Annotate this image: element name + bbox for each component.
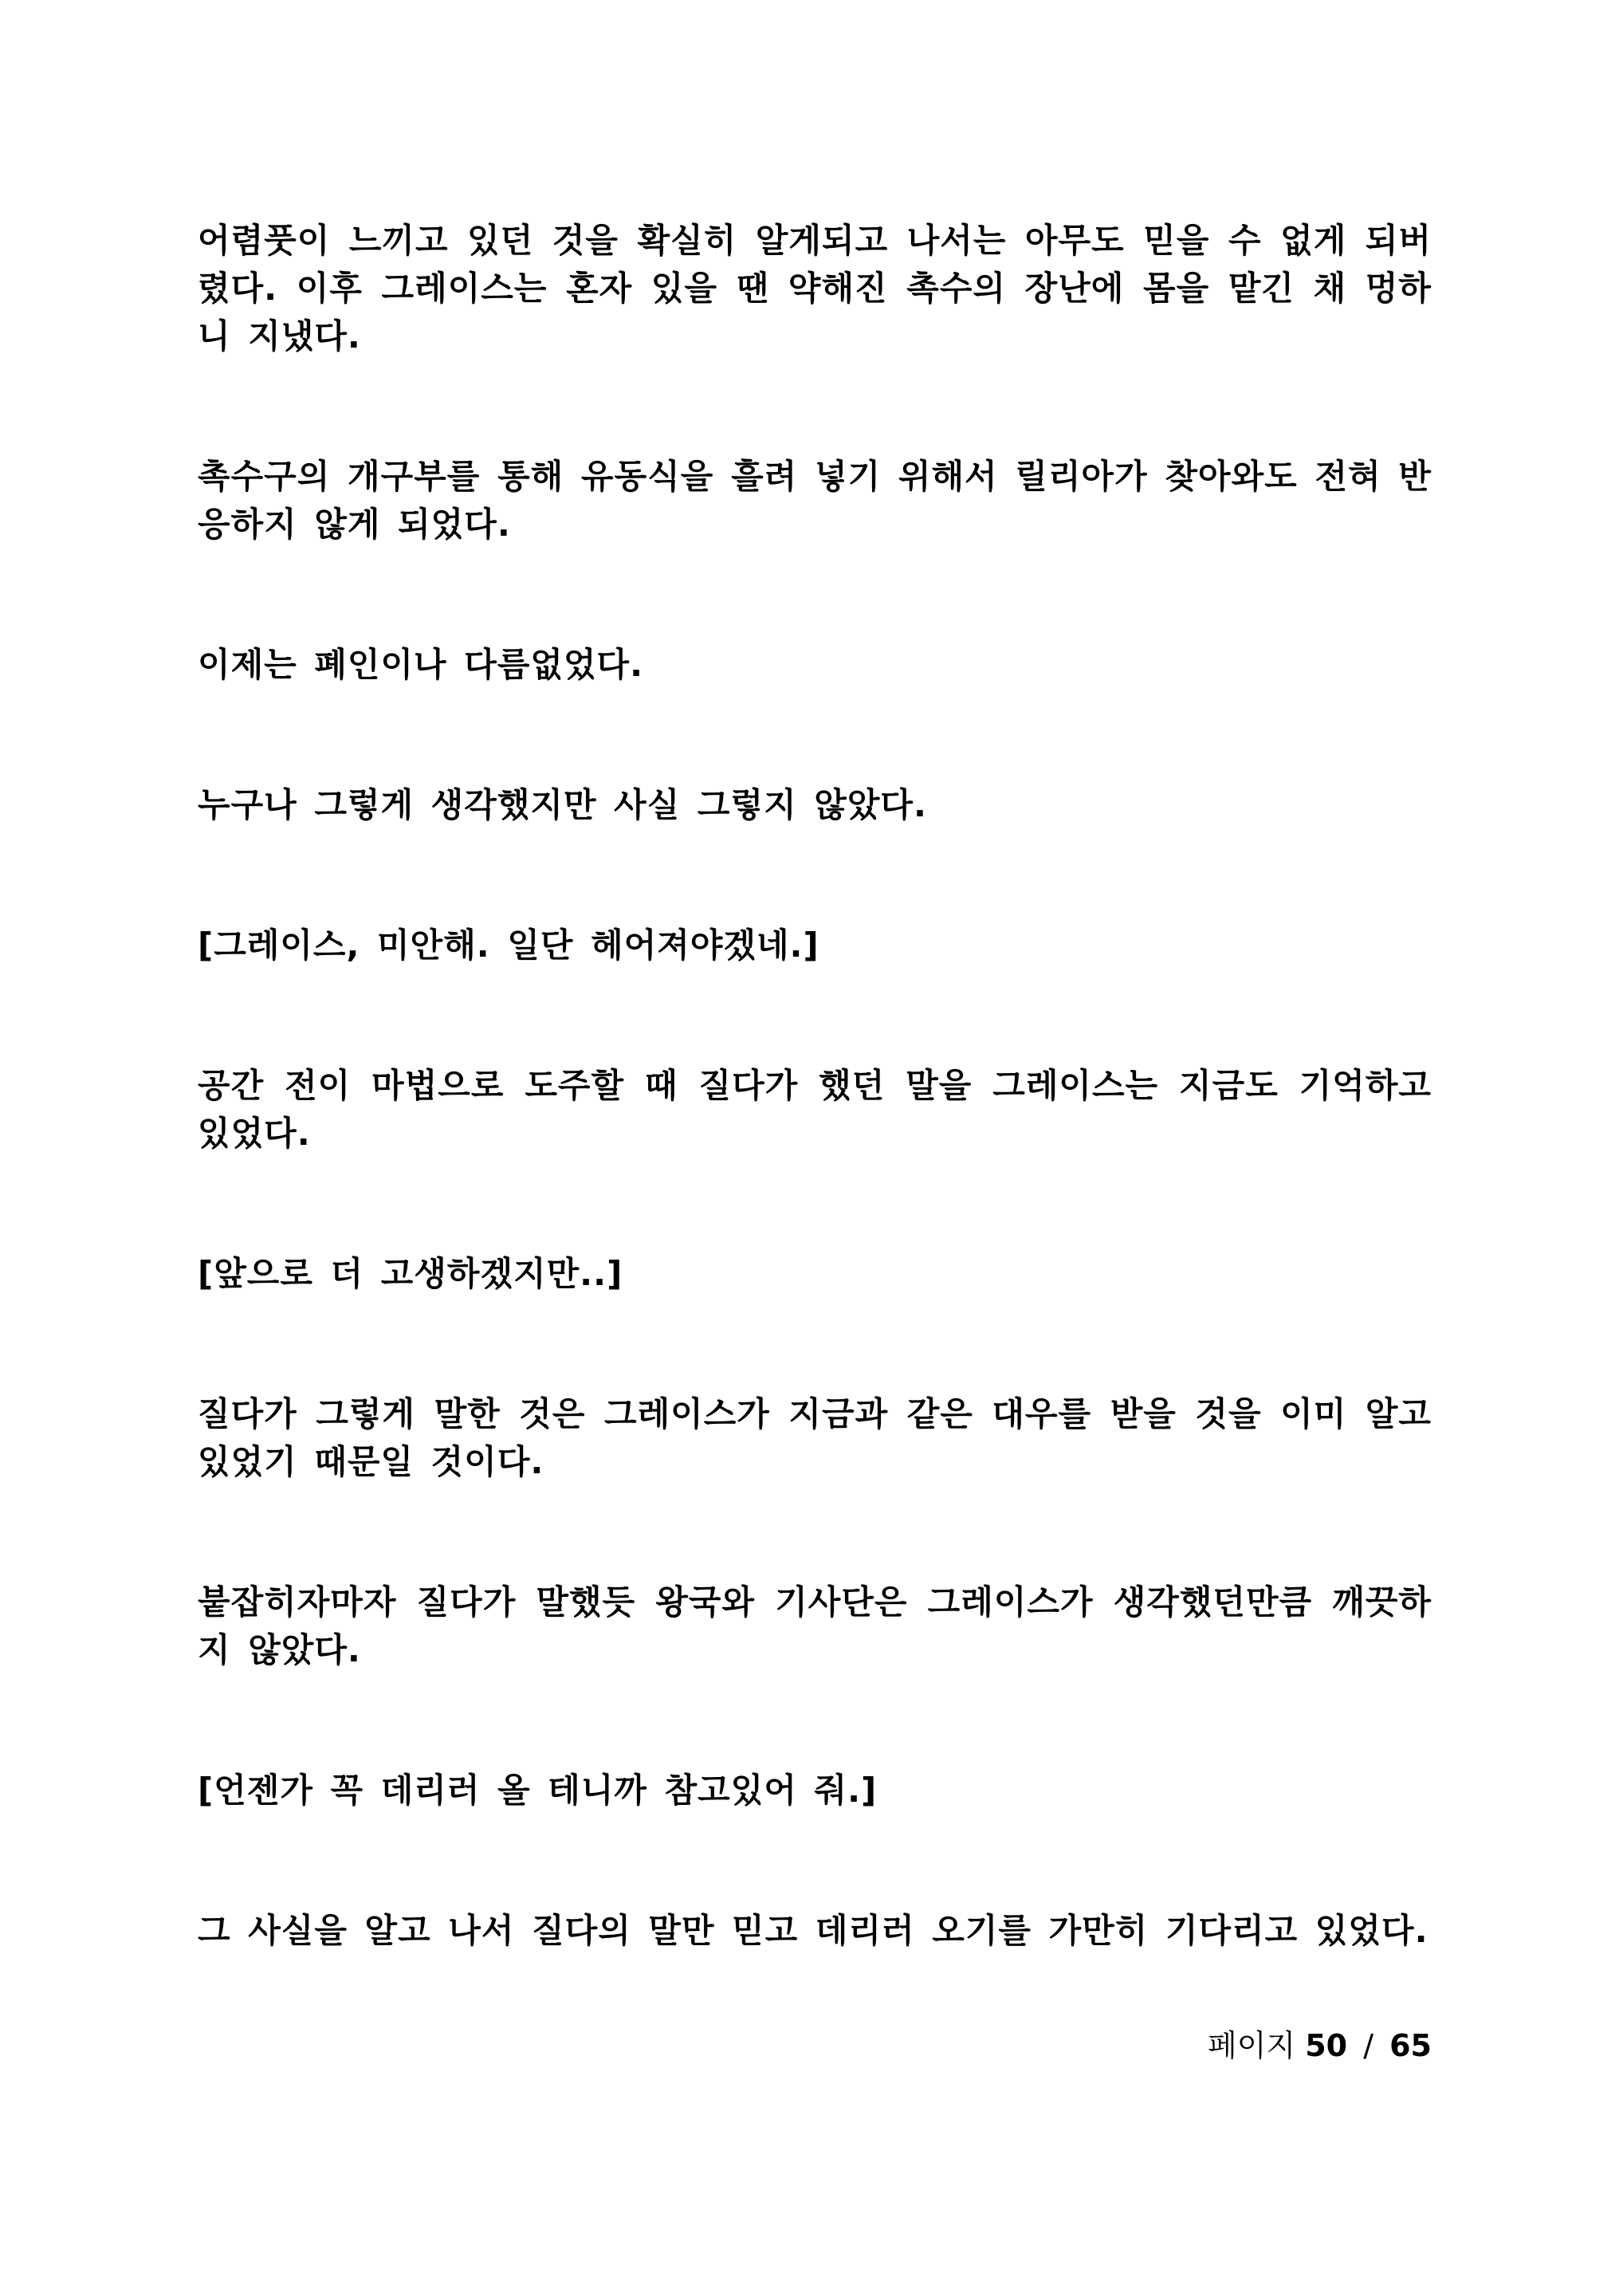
paragraph-11: 그 사실을 알고 나서 질다의 말만 믿고 데리러 오기를 가만히 기다리고 있었다. (198, 1911, 1428, 1950)
paragraph-3: 이제는 폐인이나 다름없었다. (198, 645, 644, 684)
body-text (198, 217, 1432, 2047)
paragraph-5: [그레이스, 미안해. 일단 헤어져야겠네.] (198, 926, 819, 965)
paragraph-1: 어렴풋이 느끼고 있던 것을 확실히 알게되고 나서는 아무도 믿을 수 없게 되버렸다. 이후 그레이스는 혼자 있을 땐 약해진 촉수의 장난에 몸을 맡긴 채 멍하니 지냈다. (198, 221, 1432, 356)
paragraph-6: 공간 전이 마법으로 도주할 때 질다가 했던 말을 그레이스는 지금도 기억하고 있었다. (198, 1066, 1432, 1153)
paragraph-8: 질다가 그렇게 말한 것은 그레이스가 지금과 같은 대우를 받을 것을 이미 알고 있었기 때문일 것이다. (198, 1394, 1432, 1481)
current-page-number: 50 (1305, 2028, 1348, 2063)
paragraph-9: 붙잡히자마자 질다가 말했듯 왕국와 기사단은 그레이스가 생각했던만큼 깨끗하지 않았다. (198, 1582, 1432, 1669)
paragraph-10: [언젠가 꼭 데리러 올 테니까 참고있어 줘.] (198, 1771, 878, 1810)
page-separator: / (1363, 2028, 1374, 2063)
paragraph-2: 촉수구의 개구부를 통해 유동식을 흘려 넣기 위해서 릴리아가 찾아와도 전혀 반응하지 않게 되었다. (198, 457, 1432, 544)
paragraph-7: [앞으로 더 고생하겠지만..] (198, 1254, 623, 1293)
total-page-count: 65 (1389, 2028, 1432, 2063)
page-label: 페이지 (1208, 2028, 1296, 2063)
paragraph-4: 누구나 그렇게 생각했지만 사실 그렇지 않았다. (198, 785, 927, 824)
page-number-footer (1208, 2027, 1432, 2065)
